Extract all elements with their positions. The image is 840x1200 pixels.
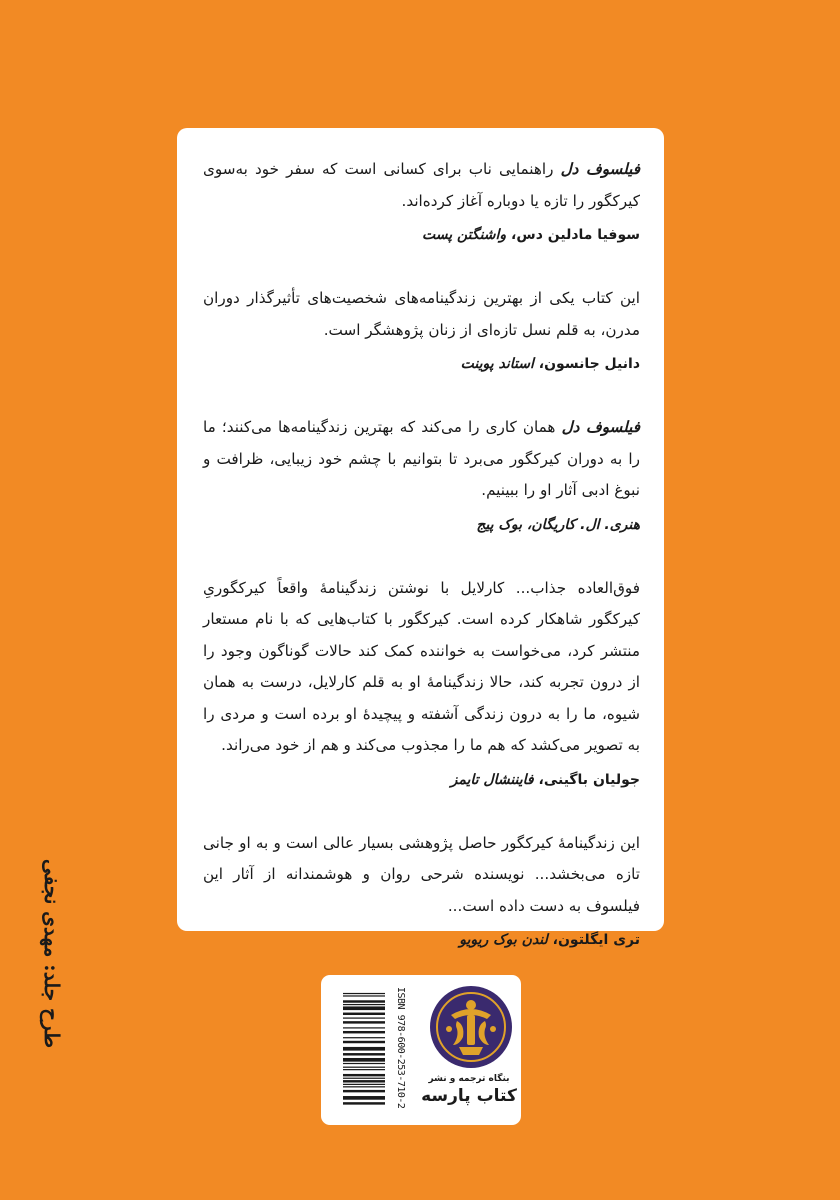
blurb-body: این کتاب یکی از بهترین زندگینامه‌های شخصیت‌های تأثیرگذار دوران مدرن، به قلم نسل تازه‌ای از زنان پژوهشگر است.	[203, 289, 640, 339]
attribution-author: تری ایگلتون،	[547, 932, 640, 948]
barcode-bar	[343, 1047, 385, 1051]
quotes-panel	[177, 128, 664, 948]
attribution-author: سوفیا مادلین دس،	[506, 227, 640, 243]
barcode-bar	[343, 1069, 385, 1070]
barcode-bar	[343, 1017, 385, 1018]
barcode-bar	[343, 993, 385, 994]
blurb-attribution	[203, 511, 640, 539]
barcode-bar	[343, 1053, 385, 1055]
barcode-bar	[343, 1102, 385, 1104]
barcode-bar	[343, 1027, 385, 1028]
barcode-bar	[343, 1006, 385, 1010]
barcode-bar	[343, 1021, 385, 1023]
blurb-body: راهنمایی ناب برای کسانی است که سفر خود به‌سوی کیرکگور را تازه یا دوباره آغاز کرده‌اند.	[203, 160, 640, 210]
attribution-source: واشنگتن پست	[421, 227, 507, 243]
barcode-bar	[343, 1074, 385, 1076]
barcode-bar	[343, 1004, 385, 1005]
blurb-text	[203, 154, 640, 217]
publisher-top-line: بنگاه ترجمه و نشر	[428, 1074, 510, 1084]
barcode-bar	[343, 1013, 385, 1015]
blurb-body: همان کاری را می‌کند که بهترین زندگینامه‌ها می‌کنند؛ ما را به دوران کیرکگور می‌برد تا بتوانیم با چشم خود زیبایی، ظرافت و نبوغ ادبی آثار او را ببینیم.	[203, 418, 640, 499]
barcode-bar	[343, 1078, 385, 1079]
barcode-bar	[343, 1037, 385, 1038]
barcode-bar	[343, 1041, 385, 1043]
blurb-5	[203, 828, 640, 955]
blurb-4	[203, 573, 640, 794]
attribution-source: فایننشال تایمز	[450, 771, 534, 788]
publisher-main-name: کتاب پارسه	[421, 1086, 517, 1106]
blurb-2	[203, 283, 640, 378]
barcode-bar	[343, 1031, 385, 1033]
blurb-attribution	[203, 926, 640, 954]
blurb-text	[203, 828, 640, 923]
blurb-text	[203, 573, 640, 762]
barcode-bar	[343, 1086, 385, 1087]
blurb-3	[203, 412, 640, 539]
barcode-panel	[321, 975, 521, 1125]
blurb-1	[203, 154, 640, 249]
blurb-attribution	[203, 350, 640, 378]
barcode-bar	[343, 1000, 385, 1002]
attribution-author: دانیل جانسون،	[533, 356, 640, 372]
blurb-text	[203, 412, 640, 507]
barcode	[343, 988, 385, 1112]
attribution-source: استاند پوینت	[460, 356, 534, 372]
barcode-bar	[343, 1063, 385, 1064]
book-title: فیلسوف دل	[560, 160, 640, 178]
barcode-bar	[343, 995, 385, 996]
barcode-bar	[343, 1084, 385, 1085]
attribution-author: جولیان باگینی،	[533, 771, 640, 788]
blurb-attribution	[203, 221, 640, 249]
blurb-attribution	[203, 766, 640, 794]
barcode-bar	[343, 1080, 385, 1082]
book-title: فیلسوف دل	[561, 418, 640, 436]
publisher-emblem-icon	[429, 985, 513, 1069]
barcode-bar	[343, 1067, 385, 1068]
barcode-bar	[343, 1096, 385, 1100]
isbn-label: ISBN 978-600-253-710-2	[395, 987, 406, 1109]
attribution-source: هنری. ال. کاریگان، بوک پیج	[476, 516, 640, 533]
cover-designer-signature: طرح جلد: مهدی نجفی	[40, 859, 64, 1048]
barcode-bar	[343, 1090, 385, 1092]
publisher-name	[421, 1073, 517, 1107]
blurb-body: این زندگینامهٔ کیرکگور حاصل پژوهشی بسیار عالی است و به او جانی تازه می‌بخشد... نویسنده شرحی روان و هوشمندانه از آثار این فیلسوف به دست داده است...	[203, 833, 640, 915]
blurb-text	[203, 283, 640, 346]
barcode-bar	[343, 1058, 385, 1062]
attribution-source: لندن بوک ریویو	[459, 932, 548, 948]
blurb-body: فوق‌العاده جذاب... کارلایل با نوشتن زندگینامهٔ واقعاً کیرکگوریِ کیرکگور شاهکار کرده است. کیرکگور با کتاب‌هایی که با نام مستعار منتشر کرد، می‌خواست به خواننده کمک کند حالات گوناگون وجود را از درون تجربه کند، حالا زندگینامهٔ او به قلم کارلایل، درست به همان شیوه، ما را به درون زندگی آشفته و پیچیدهٔ او برده است و مردی را به تصویر می‌کشد که هم ما را مجذوب می‌کند و هم از خود می‌راند.	[203, 578, 640, 754]
